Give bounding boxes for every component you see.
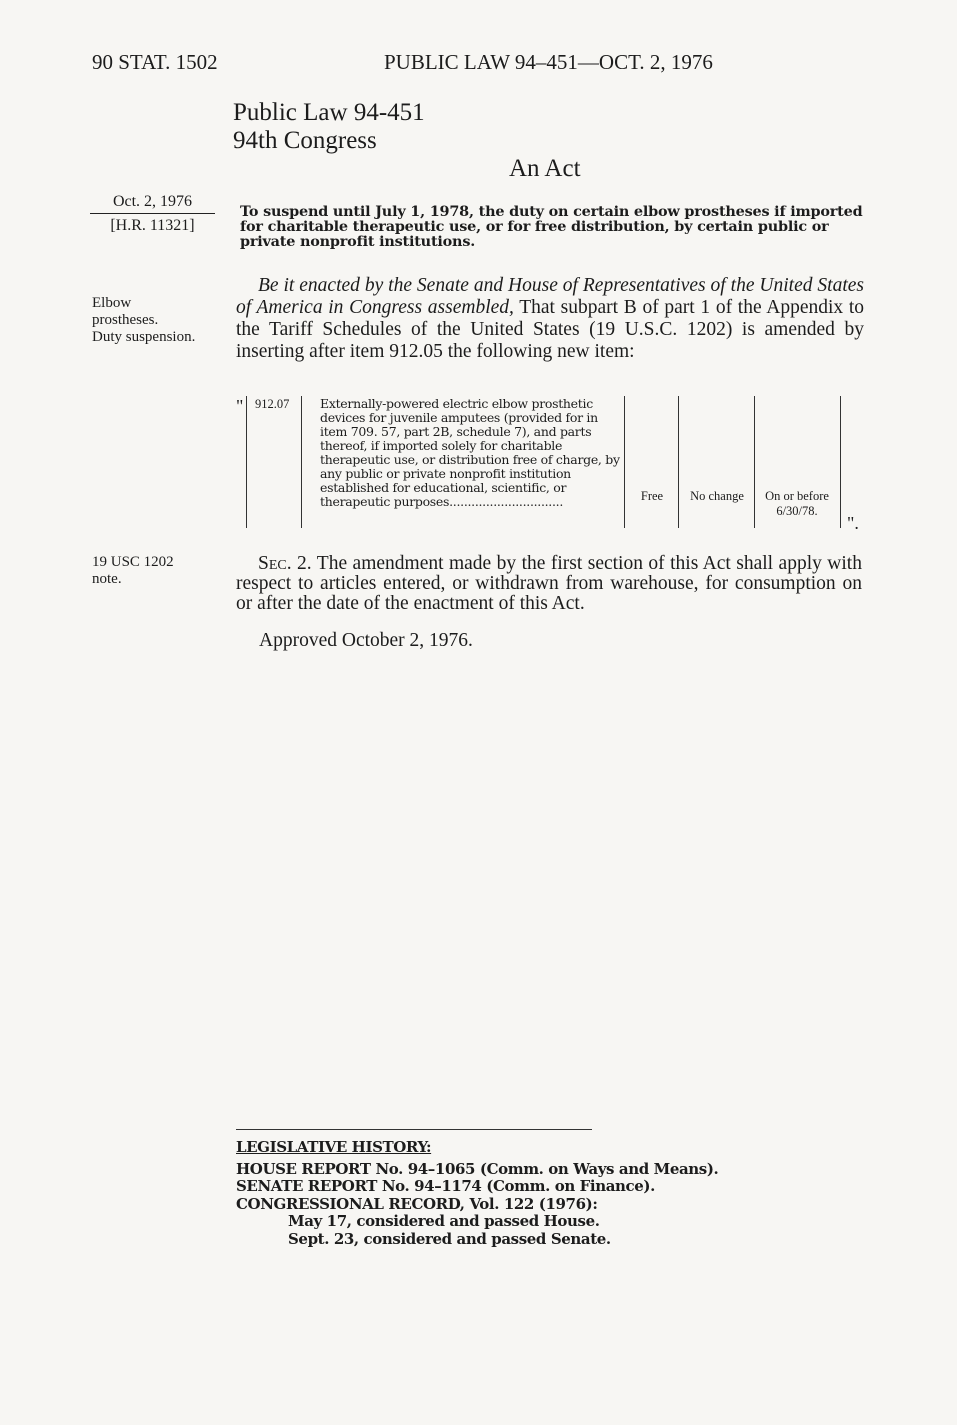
- usc-line-1: 19 USC 1202: [92, 554, 174, 570]
- section-2-label: Sec. 2.: [258, 553, 312, 574]
- purpose-statement: To suspend until July 1, 1978, the duty on certain elbow prostheses if imported for charitable therapeutic use, or for free distribution, by certain public or private nonprofit institutions.: [240, 203, 863, 250]
- usc-line-2: note.: [92, 571, 122, 587]
- tariff-item-description: Externally-powered electric elbow prosthetic devices for juvenile amputees (provided for in item 709. 57, part 2B, schedule 7), and parts thereof, if imported solely for charitable therapeutic use, or distribution free of charge, by any public or private nonprofit institution established for educational, scientific, or therapeutic purposes...............................: [320, 396, 620, 509]
- enactment-date: Oct. 2, 1976: [90, 193, 215, 214]
- rate-column-2: No change: [690, 489, 744, 503]
- usc-margin-note: [92, 554, 174, 588]
- table-close-quote: ".: [847, 513, 859, 533]
- an-act-heading: An Act: [509, 155, 581, 182]
- history-divider: [236, 1129, 592, 1130]
- margin-topic-note: [92, 295, 195, 346]
- congress-number: 94th Congress: [233, 127, 377, 154]
- enacting-formula: Be it enacted by the Senate and House of Representatives of the United States of America in Congress assembled,: [236, 275, 864, 318]
- table-rule: [678, 396, 679, 528]
- section-2-text: The amendment made by the first section of this Act shall apply with respect to articles entered, or withdrawn from warehouse, for consumption on or after the date of the enactment of this Act.: [236, 553, 862, 614]
- enacting-clause: [236, 275, 864, 363]
- topic-line-3: Duty suspension.: [92, 329, 196, 345]
- page-reference: 90 STAT. 1502: [92, 50, 218, 74]
- tariff-item-code: 912.07: [255, 397, 290, 411]
- law-number: Public Law 94-451: [233, 99, 425, 126]
- senate-report: SENATE REPORT No. 94–1174 (Comm. on Finance).: [236, 1177, 655, 1195]
- table-rule: [840, 396, 841, 528]
- table-open-quote: ": [236, 396, 244, 416]
- enacting-text: That subpart B of part 1 of the Appendix to the Tariff Schedules of the United States (19 U.S.C. 1202) is amended by inserting after item 912.05 the following new item:: [236, 297, 864, 362]
- table-rule: [624, 396, 625, 528]
- table-rule: [301, 396, 302, 528]
- table-rule: [754, 396, 755, 528]
- history-title: LEGISLATIVE HISTORY:: [236, 1138, 432, 1156]
- section-2: [236, 554, 862, 614]
- house-passage: May 17, considered and passed House.: [288, 1212, 600, 1230]
- margin-date-block: [90, 193, 215, 235]
- rate-column-1: Free: [640, 489, 664, 503]
- bill-number: [H.R. 11321]: [110, 217, 195, 234]
- law-title-block: [233, 99, 425, 155]
- topic-line-2: prostheses.: [92, 312, 159, 328]
- congressional-record: CONGRESSIONAL RECORD, Vol. 122 (1976):: [236, 1194, 598, 1213]
- effective-period: On or before 6/30/78.: [765, 489, 829, 518]
- running-title: PUBLIC LAW 94–451—OCT. 2, 1976: [384, 50, 713, 74]
- senate-passage: Sept. 23, considered and passed Senate.: [288, 1229, 611, 1248]
- topic-line-1: Elbow: [92, 295, 132, 311]
- house-report: HOUSE REPORT No. 94–1065 (Comm. on Ways and Means).: [236, 1159, 719, 1178]
- legislative-history: [236, 1139, 718, 1248]
- table-rule: [246, 396, 247, 528]
- approval-date: Approved October 2, 1976.: [259, 630, 473, 651]
